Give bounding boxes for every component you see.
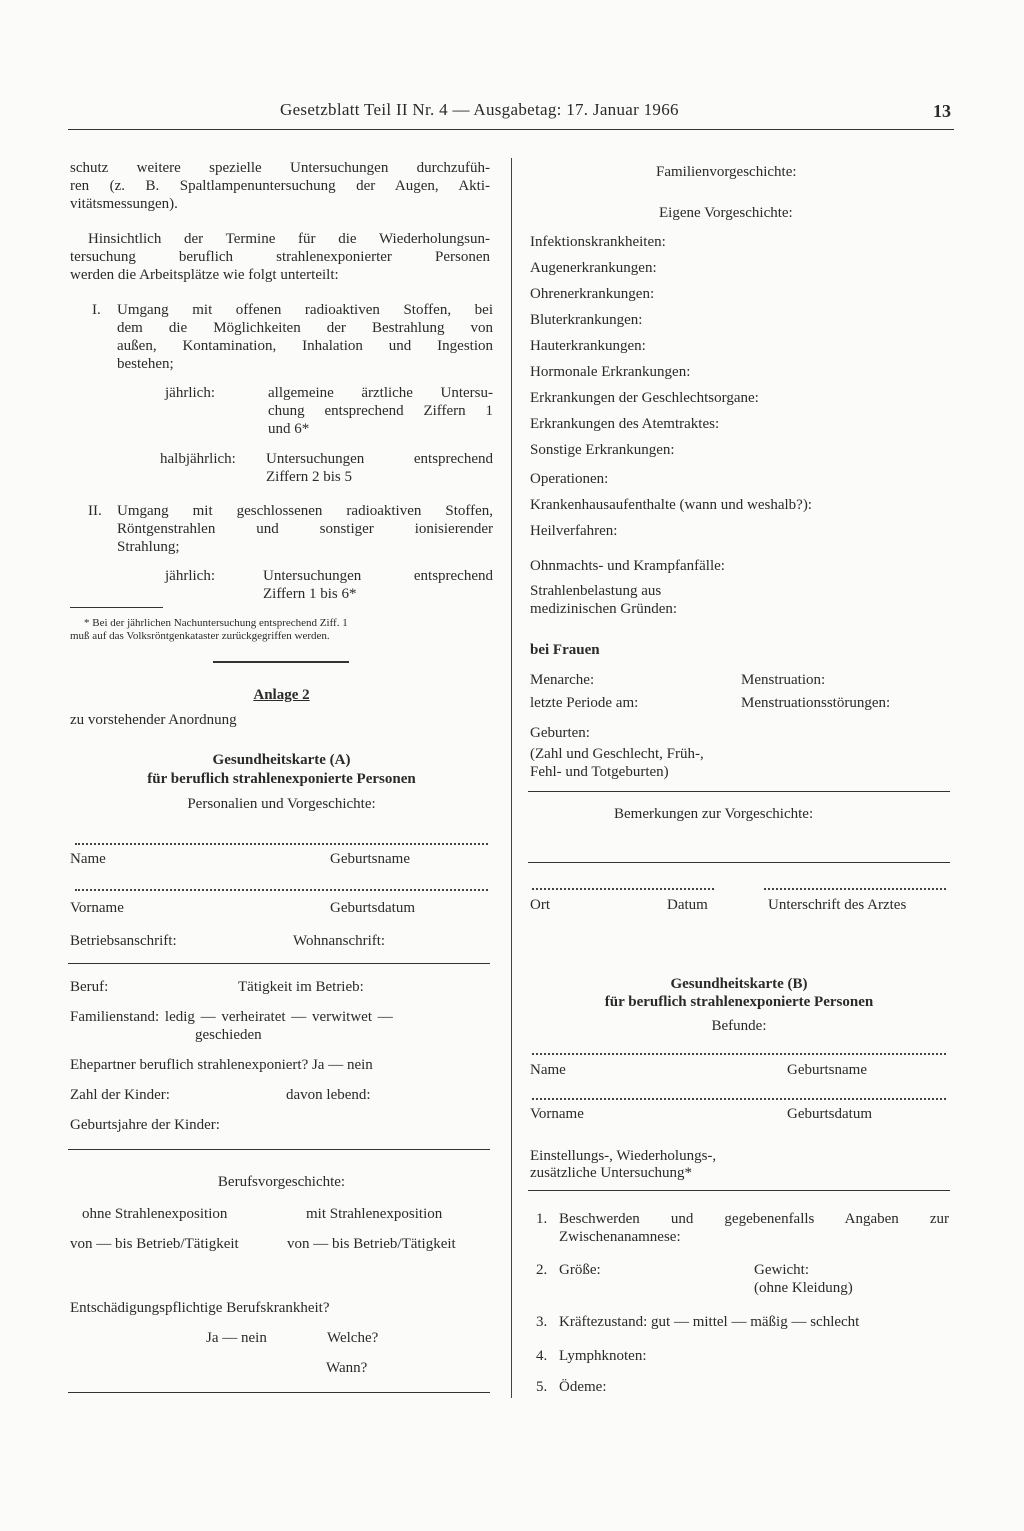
menstrual-disorders-label: Menstruationsstörungen:: [741, 695, 891, 711]
annex-heading: Anlage 2: [253, 687, 310, 703]
section-rule: [528, 1190, 950, 1191]
own-history-heading: Eigene Vorgeschichte:: [659, 205, 793, 221]
children-alive-label: davon lebend:: [286, 1087, 371, 1103]
disease-list: [530, 229, 759, 463]
with-exposure-label: mit Strahlenexposition: [306, 1206, 443, 1222]
name-field-line[interactable]: [532, 1053, 946, 1055]
name-label: Name: [530, 1062, 566, 1078]
header-rule: [68, 129, 954, 130]
first-name-label: Vorname: [530, 1106, 584, 1122]
schedule-text: Untersuchungen entsprechend Ziffern 1 bis 6*: [263, 568, 493, 602]
page-number: 13: [933, 101, 951, 121]
births-label: Geburten:: [530, 725, 590, 741]
list-item-ii: Umgang mit geschlossenen radioaktiven Stoffen, Röntgenstrahlen und sonstiger ionisierender Strahlung;: [117, 503, 493, 555]
operations-label: Operationen:: [530, 471, 609, 487]
schedule-label: halbjährlich:: [160, 451, 236, 467]
schedule-label: jährlich:: [165, 385, 215, 401]
home-address-label: Wohnanschrift:: [293, 933, 386, 949]
which-label: Welche?: [327, 1330, 379, 1346]
list-item: Infektionskrankheiten:: [530, 234, 666, 250]
first-name-label: Vorname: [70, 900, 124, 916]
from-to-label: von — bis Betrieb/Tätigkeit: [70, 1236, 239, 1252]
occupation-label: Beruf:: [70, 979, 109, 995]
lymph-nodes-label: Lymphknoten:: [559, 1348, 647, 1364]
finding-number: 4.: [536, 1348, 548, 1364]
list-item: Hormonale Erkrankungen:: [530, 364, 691, 380]
doctor-signature-label: Unterschrift des Arztes: [768, 897, 907, 913]
finding-number: 3.: [536, 1314, 548, 1330]
list-item: Hauterkrankungen:: [530, 338, 646, 354]
children-count-label: Zahl der Kinder:: [70, 1087, 170, 1103]
name-field-line[interactable]: [75, 843, 488, 845]
exam-type-label-2: zusätzliche Untersuchung*: [530, 1165, 693, 1181]
yes-no-label: Ja — nein: [206, 1330, 267, 1346]
place-label: Ort: [530, 897, 550, 913]
job-activity-label: Tätigkeit im Betrieb:: [238, 979, 364, 995]
section-rule: [528, 791, 950, 792]
findings-heading: Befunde:: [711, 1018, 767, 1034]
schedule-text: Untersuchungen entsprechend Ziffern 2 bis 5: [266, 451, 493, 485]
marital-status-label: Familienstand: ledig — verheiratet — verwitwet —: [70, 1009, 393, 1025]
first-name-field-line[interactable]: [532, 1098, 946, 1100]
children-birth-years-label: Geburtsjahre der Kinder:: [70, 1117, 220, 1133]
history-remarks-heading: Bemerkungen zur Vorgeschichte:: [614, 806, 814, 822]
physical-condition-label: Kräftezustand: gut — mittel — mäßig — schlecht: [559, 1314, 860, 1330]
list-item-i: Umgang mit offenen radioaktiven Stoffen, bei dem die Möglichkeiten der Bestrahlung von außen, Kontamination, Inhalation und Ingestion bestehen;: [117, 302, 493, 372]
spouse-exposed-label: Ehepartner beruflich strahlenexponiert? Ja — nein: [70, 1057, 373, 1073]
exam-type-label: Einstellungs-, Wiederholungs-,: [530, 1148, 717, 1164]
work-address-label: Betriebsanschrift:: [70, 933, 177, 949]
name-label: Name: [70, 851, 106, 867]
family-history-heading: Familienvorgeschichte:: [656, 164, 797, 180]
women-heading: bei Frauen: [530, 642, 600, 658]
signature-field-line[interactable]: [764, 888, 946, 890]
page-header: Gesetzblatt Teil II Nr. 4 — Ausgabetag: 17. Januar 1966: [280, 100, 679, 119]
section-rule: [68, 1392, 490, 1393]
menstruation-label: Menstruation:: [741, 672, 826, 688]
card-b-title: Gesundheitskarte (B): [670, 976, 808, 992]
complaints-label: Beschwerden und gegebenenfalls Angaben zur Zwischenanamnese:: [559, 1211, 949, 1245]
fainting-label: Ohnmachts- und Krampfanfälle:: [530, 558, 725, 574]
height-label: Größe:: [559, 1262, 601, 1278]
card-a-title-2: für beruflich strahlenexponierte Personen: [147, 771, 416, 787]
list-item: Erkrankungen des Atemtraktes:: [530, 416, 720, 432]
treatments-label: Heilverfahren:: [530, 523, 618, 539]
occupational-disease-label: Entschädigungspflichtige Berufskrankheit?: [70, 1300, 330, 1316]
birth-date-label: Geburtsdatum: [330, 900, 415, 916]
date-label: Datum: [667, 897, 708, 913]
when-label: Wann?: [326, 1360, 368, 1376]
births-description: (Zahl und Geschlecht, Früh-,: [530, 746, 704, 762]
section-rule: [68, 1149, 490, 1150]
card-b-title-2: für beruflich strahlenexponierte Personen: [604, 994, 874, 1010]
footnote-rule: [70, 607, 163, 608]
schedule-label: jährlich:: [165, 568, 215, 584]
first-name-field-line[interactable]: [75, 889, 488, 891]
list-item: Sonstige Erkrankungen:: [530, 442, 675, 458]
section-rule: [213, 661, 349, 663]
finding-number: 5.: [536, 1379, 548, 1395]
weight-label: Gewicht:: [754, 1262, 809, 1278]
list-item: Erkrankungen der Geschlechtsorgane:: [530, 390, 759, 406]
place-field-line[interactable]: [532, 888, 714, 890]
birth-date-label: Geburtsdatum: [787, 1106, 872, 1122]
radiation-exposure-label: Strahlenbelastung aus: [530, 583, 662, 599]
paragraph-1: schutz weitere spezielle Untersuchungen durchzufüh- ren (z. B. Spaltlampenuntersuchung der Augen, Akti- vitätsmessungen).: [70, 160, 490, 212]
list-number-ii: II.: [88, 503, 102, 519]
menarche-label: Menarche:: [530, 672, 595, 688]
hospital-stays-label: Krankenhausaufenthalte (wann und weshalb?):: [530, 497, 812, 513]
edema-label: Ödeme:: [559, 1379, 607, 1395]
paragraph-2: Hinsichtlich der Termine für die Wiederholungsun- tersuchung beruflich strahlenexponierter Personen werden die Arbeitsplätze wie folgt unterteilt:: [70, 231, 490, 283]
annex-subheading: zu vorstehender Anordnung: [70, 712, 237, 728]
card-a-title: Gesundheitskarte (A): [212, 752, 351, 768]
section-rule: [68, 963, 490, 964]
births-description-2: Fehl- und Totgeburten): [530, 764, 669, 780]
remarks-line[interactable]: [528, 862, 950, 863]
card-a-subtitle: Personalien und Vorgeschichte:: [187, 796, 376, 812]
from-to-label: von — bis Betrieb/Tätigkeit: [287, 1236, 456, 1252]
schedule-text: allgemeine ärztliche Untersu- chung entsprechend Ziffern 1 und 6*: [268, 385, 493, 437]
footnote: * Bei der jährlichen Nachuntersuchung entsprechend Ziff. 1 muß auf das Volksröntgenkataster zurückgegriffen werden.: [70, 617, 348, 642]
weight-label-2: (ohne Kleidung): [754, 1280, 853, 1296]
list-number-i: I.: [92, 302, 101, 318]
last-period-label: letzte Periode am:: [530, 695, 639, 711]
column-divider: [511, 158, 512, 1398]
finding-number: 1.: [536, 1211, 548, 1227]
list-item: Augenerkrankungen:: [530, 260, 657, 276]
birth-name-label: Geburtsname: [787, 1062, 867, 1078]
list-item: Bluterkrankungen:: [530, 312, 643, 328]
birth-name-label: Geburtsname: [330, 851, 410, 867]
list-item: Ohrenerkrankungen:: [530, 286, 655, 302]
marital-status-divorced: geschieden: [195, 1027, 262, 1043]
radiation-exposure-label-2: medizinischen Gründen:: [530, 601, 678, 617]
without-exposure-label: ohne Strahlenexposition: [82, 1206, 228, 1222]
finding-number: 2.: [536, 1262, 548, 1278]
career-history-heading: Berufsvorgeschichte:: [217, 1174, 346, 1190]
